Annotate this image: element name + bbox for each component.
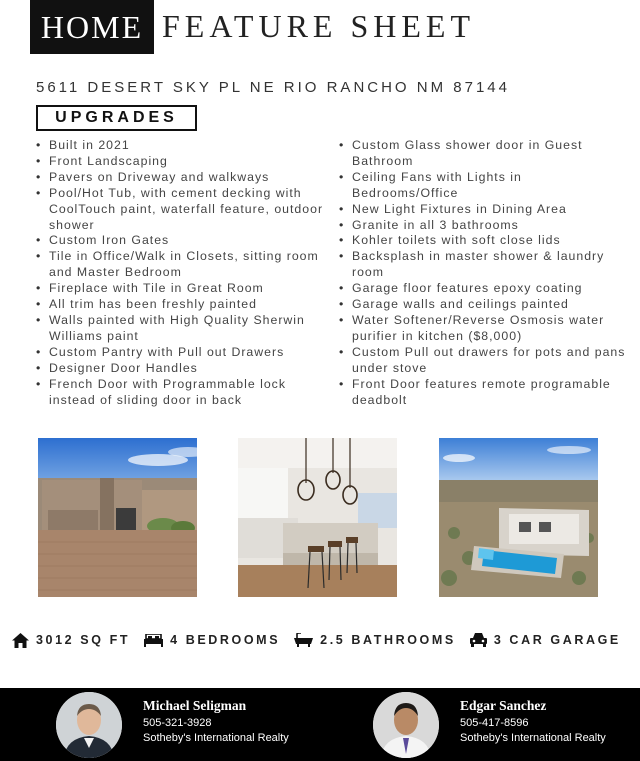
upgrade-item: • Pavers on Driveway and walkways <box>36 170 326 186</box>
upgrade-item: • Built in 2021 <box>36 138 326 154</box>
agent-name: Michael Seligman <box>143 698 247 713</box>
upgrade-item: • Backsplash in master shower & laundry room <box>339 249 631 281</box>
upgrade-item: • Ceiling Fans with Lights in Bedrooms/Office <box>339 170 631 202</box>
upgrade-item: • Custom Iron Gates <box>36 233 326 249</box>
stat-text: 2.5 BATHROOMS <box>320 633 456 647</box>
avatar <box>56 692 122 758</box>
avatar <box>373 692 439 758</box>
upgrade-item: • New Light Fixtures in Dining Area <box>339 202 631 218</box>
upgrade-item: • French Door with Programmable lock instead of sliding door in back <box>36 377 326 409</box>
agent-phone[interactable]: 505-321-3928 <box>143 717 212 729</box>
upgrade-item: • Pool/Hot Tub, with cement decking with CoolTouch paint, waterfall feature, outdoor shower <box>36 186 326 234</box>
bed-icon <box>144 634 163 647</box>
agent-name: Edgar Sanchez <box>460 698 547 713</box>
stat-sqft <box>12 633 130 648</box>
upgrade-item: • Tile in Office/Walk in Closets, sitting room and Master Bedroom <box>36 249 326 281</box>
bathtub-icon <box>294 633 313 647</box>
stat-bedrooms <box>144 633 280 647</box>
upgrade-item: • Water Softener/Reverse Osmosis water purifier in kitchen ($8,000) <box>339 313 631 345</box>
property-address: 5611 DESERT SKY PL NE RIO RANCHO NM 87144 <box>36 79 510 96</box>
property-stats <box>12 630 635 650</box>
house-exterior-photo <box>38 438 197 597</box>
stat-bathrooms <box>294 633 456 647</box>
agent-phone[interactable]: 505-417-8596 <box>460 717 529 729</box>
agent-info <box>460 698 606 744</box>
kitchen-interior-photo <box>238 438 397 597</box>
upgrade-item: • Kohler toilets with soft close lids <box>339 233 631 249</box>
upgrades-list-left <box>36 138 326 408</box>
stat-text: 3 CAR GARAGE <box>493 633 621 647</box>
upgrade-item: • Custom Pull out drawers for pots and pans under stove <box>339 345 631 377</box>
upgrade-item: • Front Door features remote programable deadbolt <box>339 377 631 409</box>
upgrade-item: • Walls painted with High Quality Sherwin Williams paint <box>36 313 326 345</box>
page-title: FEATURE SHEET <box>162 8 475 44</box>
home-label: HOME <box>30 0 154 54</box>
header <box>0 0 640 54</box>
home-icon <box>12 633 29 648</box>
aerial-pool-photo <box>439 438 598 597</box>
upgrade-item: • All trim has been freshly painted <box>36 297 326 313</box>
upgrade-item: • Custom Pantry with Pull out Drawers <box>36 345 326 361</box>
stat-text: 4 BEDROOMS <box>170 633 281 647</box>
upgrade-item: • Garage floor features epoxy coating <box>339 281 631 297</box>
upgrade-item: • Front Landscaping <box>36 154 326 170</box>
agent-company: Sotheby's International Realty <box>143 732 289 744</box>
upgrades-heading: UPGRADES <box>36 105 197 131</box>
agent-footer <box>0 688 640 761</box>
agent-company: Sotheby's International Realty <box>460 732 606 744</box>
upgrade-item: • Granite in all 3 bathrooms <box>339 218 631 234</box>
upgrade-item: • Custom Glass shower door in Guest Bathroom <box>339 138 631 170</box>
agent-info <box>143 698 289 744</box>
car-icon <box>470 633 487 647</box>
upgrade-item: • Designer Door Handles <box>36 361 326 377</box>
upgrade-item: • Fireplace with Tile in Great Room <box>36 281 326 297</box>
stat-garage <box>470 633 621 647</box>
upgrades-list-right <box>339 138 631 408</box>
stat-text: 3012 SQ FT <box>36 633 131 647</box>
upgrade-item: • Garage walls and ceilings painted <box>339 297 631 313</box>
